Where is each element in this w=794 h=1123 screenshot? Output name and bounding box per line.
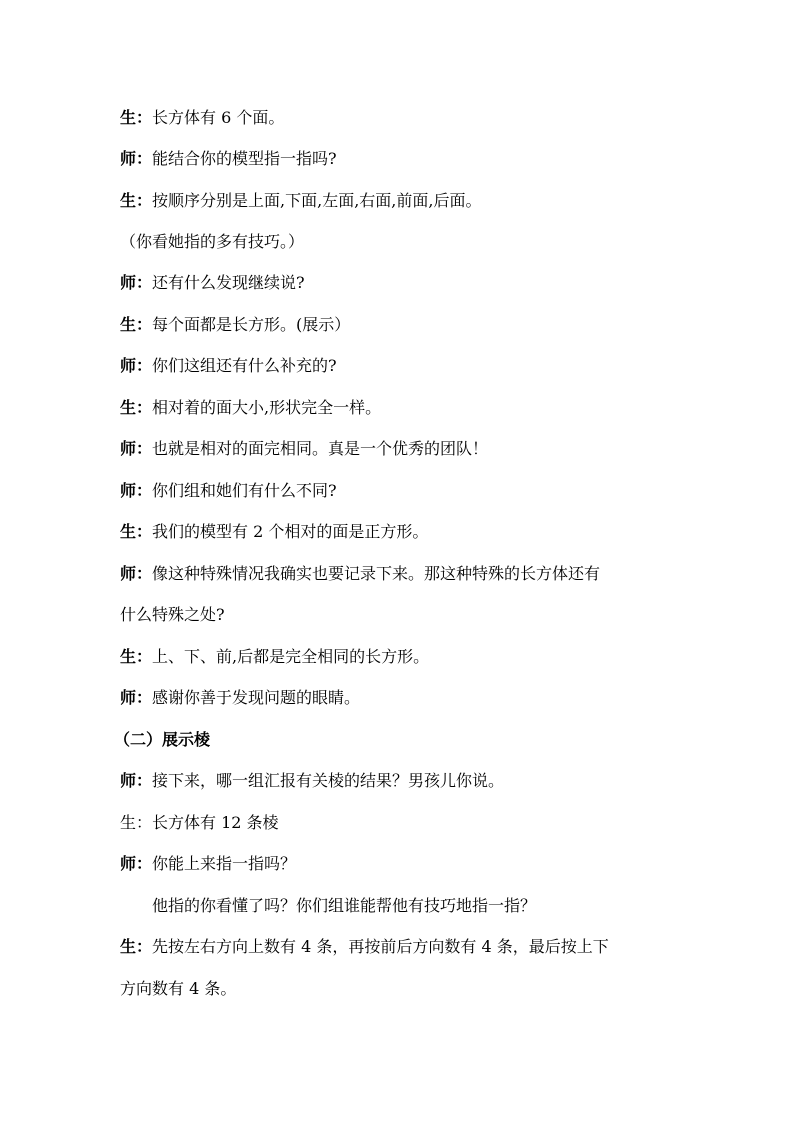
dialogue-line <box>120 397 381 419</box>
dialogue-line <box>120 107 284 129</box>
speaker-label: 生： <box>120 647 153 666</box>
dialogue-line <box>120 853 296 875</box>
dialogue-line <box>120 314 350 336</box>
speaker-label: 师： <box>120 688 153 707</box>
line-text: 像这种特殊情况我确实也要记录下来。那这种特殊的长方体还有 <box>152 564 601 583</box>
speaker-label: 生： <box>120 191 153 210</box>
line-text: 感谢你善于发现问题的眼睛。 <box>152 688 361 707</box>
line-text: 按顺序分别是上面,下面,左面,右面,前面,后面。 <box>152 191 482 210</box>
line-text: 方向数有 4 条。 <box>120 979 237 998</box>
dialogue-line <box>120 148 337 170</box>
speaker-label: 生： <box>120 315 153 334</box>
line-text: 接下来，哪一组汇报有关棱的结果？男孩儿你说。 <box>152 771 505 790</box>
dialogue-line <box>120 521 428 543</box>
line-text: （你看她指的多有技巧。） <box>120 232 305 251</box>
speaker-label: 师： <box>120 481 153 500</box>
dialogue-line <box>120 272 305 294</box>
line-text: 先按左右方向上数有 4 条，再按前后方向数有 4 条，最后按上下 <box>152 937 609 956</box>
dialogue-line <box>120 563 600 585</box>
speaker-label: 生： <box>120 522 153 541</box>
line-text: （二）展示棱 <box>114 730 211 749</box>
line-text: 上、下、前,后都是完全相同的长方形。 <box>152 647 430 666</box>
dialogue-line <box>120 770 504 792</box>
dialogue-line <box>120 936 609 958</box>
line-text: 我们的模型有 2 个相对的面是正方形。 <box>152 522 429 541</box>
speaker-label: 师： <box>120 149 153 168</box>
speaker-label: 师： <box>120 854 153 873</box>
dialogue-line <box>120 978 236 1000</box>
line-text: 能结合你的模型指一指吗? <box>152 149 337 168</box>
speaker-label: 师： <box>120 439 153 458</box>
dialogue-line <box>120 480 337 502</box>
dialogue-line <box>120 687 360 709</box>
line-text: 生：长方体有 12 条棱 <box>120 813 279 832</box>
speaker-label: 生： <box>120 398 153 417</box>
line-text: 你们组和她们有什么不同? <box>152 481 337 500</box>
speaker-label: 师： <box>120 564 153 583</box>
dialogue-line <box>120 812 279 834</box>
line-text: 什么特殊之处? <box>120 605 225 624</box>
speaker-label: 生： <box>120 108 153 127</box>
line-text: 相对着的面大小,形状完全一样。 <box>152 398 382 417</box>
line-text: 他指的你看懂了吗？你们组谁能帮他有技巧地指一指？ <box>152 896 537 915</box>
dialogue-line <box>152 895 536 917</box>
dialogue-line <box>120 604 225 626</box>
line-text: 每个面都是长方形。(展示） <box>152 315 351 334</box>
dialogue-line <box>120 438 488 460</box>
speaker-label: 师： <box>120 356 153 375</box>
line-text: 也就是相对的面完相同。真是一个优秀的团队！ <box>152 439 489 458</box>
dialogue-line <box>120 646 429 668</box>
line-text: 你能上来指一指吗？ <box>152 854 297 873</box>
speaker-label: 生： <box>120 937 153 956</box>
line-text: 还有什么发现继续说? <box>152 273 305 292</box>
dialogue-line <box>120 355 337 377</box>
speaker-label: 师： <box>120 273 153 292</box>
dialogue-line <box>120 231 304 253</box>
line-text: 你们这组还有什么补充的? <box>152 356 337 375</box>
line-text: 长方体有 6 个面。 <box>152 108 285 127</box>
speaker-label: 师： <box>120 771 153 790</box>
section-heading <box>114 729 210 751</box>
dialogue-line <box>120 190 481 212</box>
